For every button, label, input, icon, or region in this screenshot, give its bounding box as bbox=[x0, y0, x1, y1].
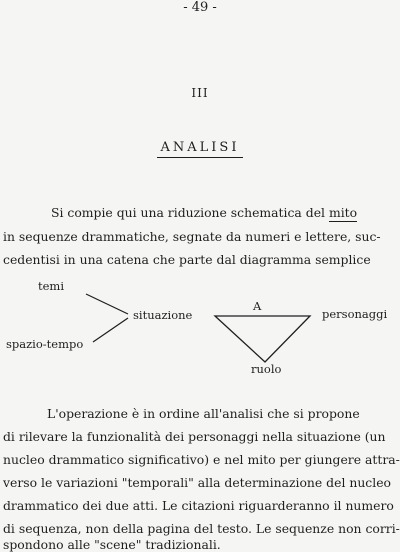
chapter-number: III bbox=[191, 86, 209, 100]
paragraph1-line2: in sequenze drammatiche, segnate da numeri e lettere, suc- bbox=[3, 229, 381, 244]
paragraph2-line7: spondono alle "scene" tradizionali. bbox=[3, 537, 221, 552]
paragraph2-line4: verso le variazioni "temporali" alla determinazione del nucleo bbox=[3, 475, 392, 490]
mito-word: mito bbox=[328, 205, 358, 220]
paragraph2-line6: di sequenza, non della pagina del testo. Le sequenze non corri- bbox=[3, 521, 400, 536]
label-temi: temi bbox=[38, 279, 65, 293]
paragraph2-line5: drammatico dei due atti. Le citazioni riguarderanno il numero bbox=[3, 498, 394, 513]
label-situazione: situazione bbox=[133, 308, 193, 322]
triangle bbox=[215, 316, 310, 362]
paragraph2-line1: L'operazione è in ordine all'analisi che si propone bbox=[47, 406, 360, 421]
line-temi-situazione bbox=[86, 294, 128, 314]
label-ruolo: ruolo bbox=[251, 362, 282, 376]
paragraph1-line1 bbox=[51, 205, 357, 220]
paragraph1-line1-text: Si compie qui una riduzione schematica del bbox=[51, 205, 325, 220]
section-title-text: ANALISI bbox=[157, 140, 244, 158]
paragraph2-line3: nucleo drammatico significativo) e nel mito per giungere attra- bbox=[3, 452, 400, 467]
paragraph1-line3: cedentisi in una catena che parte dal diagramma semplice bbox=[3, 252, 371, 267]
diagram bbox=[0, 270, 400, 390]
section-title bbox=[0, 140, 400, 155]
label-spazio-tempo: spazio-tempo bbox=[6, 337, 84, 351]
page-number: - 49 - bbox=[183, 0, 217, 15]
line-spazio-situazione bbox=[93, 318, 128, 342]
label-a: A bbox=[253, 299, 262, 313]
label-personaggi: personaggi bbox=[322, 307, 388, 321]
paragraph2-line2: di rilevare la funzionalità dei personaggi nella situazione (un bbox=[3, 429, 386, 444]
